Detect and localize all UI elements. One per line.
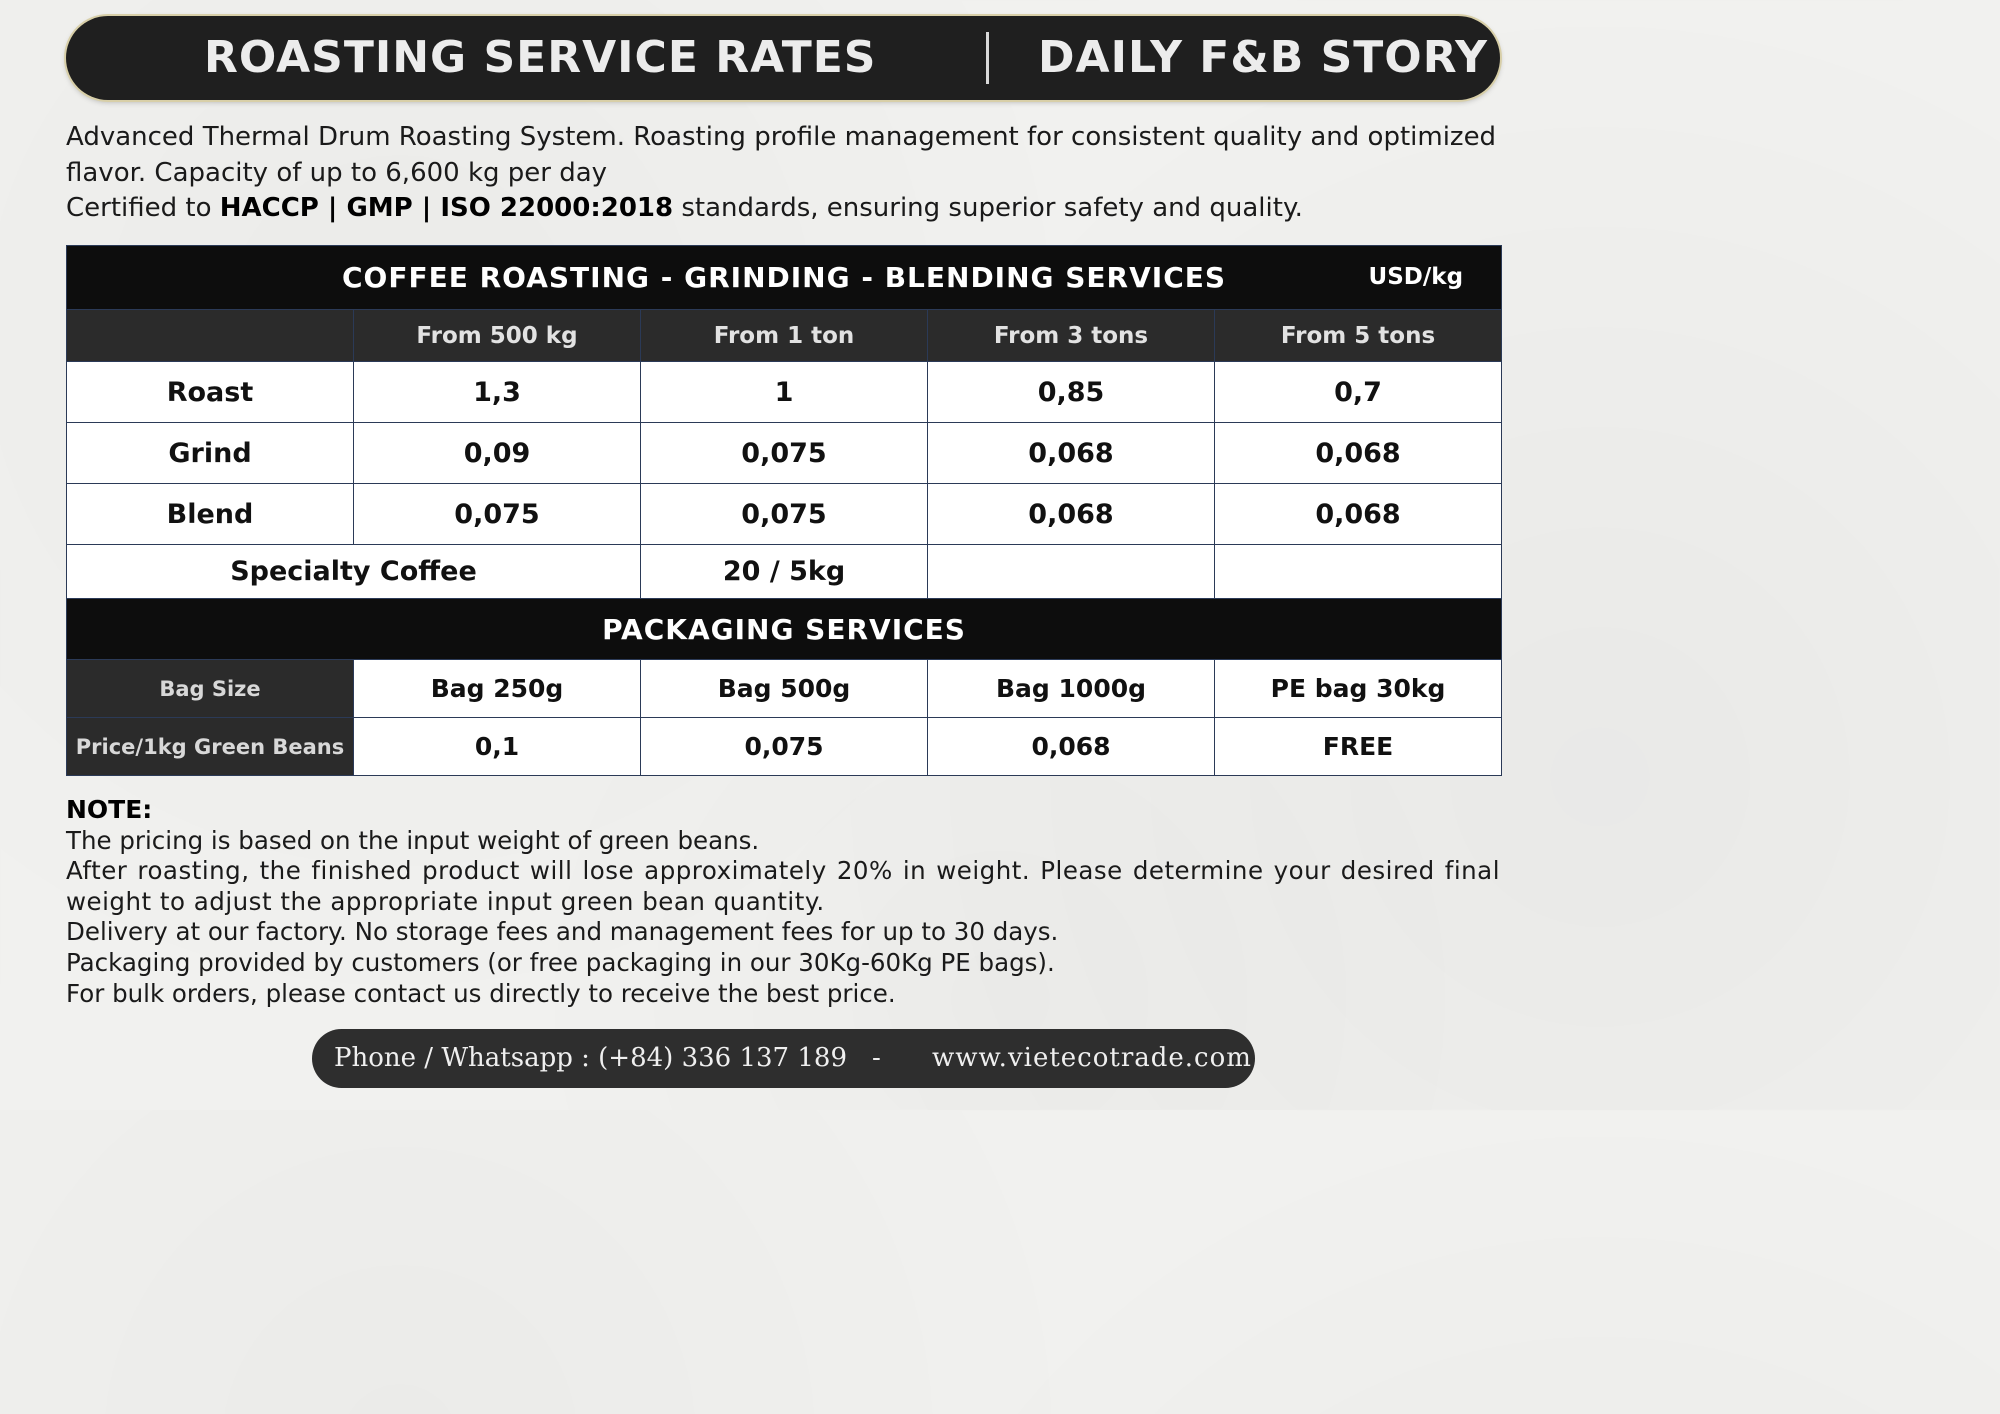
phone-whatsapp[interactable]: Phone / Whatsapp : (+84) 336 137 189 [334, 1043, 847, 1073]
header-banner [66, 16, 1500, 100]
empty-cell [928, 545, 1215, 599]
price-cell: 0,068 [1215, 484, 1502, 545]
note-line: After roasting, the finished product will lose approximately 20% in weight. Please determine your desired final weight to adjust the appropriate input green bean quantity. [66, 856, 1500, 916]
price-cell: 1 [641, 362, 928, 423]
row-label: Grind [67, 423, 354, 484]
price-cell: 0,075 [354, 484, 641, 545]
bag-size-cell: Bag 500g [641, 660, 928, 718]
price-cell: 1,3 [354, 362, 641, 423]
column-header-row [67, 310, 1502, 362]
bag-price-cell: FREE [1215, 718, 1502, 776]
price-cell: 0,068 [928, 423, 1215, 484]
row-label: Blend [67, 484, 354, 545]
cert-suffix: standards, ensuring superior safety and quality. [673, 193, 1303, 223]
intro-certification [66, 191, 1506, 227]
note-heading: NOTE: [66, 795, 153, 824]
note-section [66, 795, 1500, 1009]
column-header-500kg: From 500 kg [354, 310, 641, 362]
table-row-bag-price [67, 718, 1502, 776]
website-link[interactable]: www.vietecotrade.com [932, 1043, 1252, 1073]
rates-table [66, 245, 1502, 776]
cert-standards: HACCP | GMP | ISO 22000:2018 [219, 193, 674, 223]
column-header-1ton: From 1 ton [641, 310, 928, 362]
services-title-cell [67, 246, 1502, 310]
note-line: Packaging provided by customers (or free packaging in our 30Kg-60Kg PE bags). [66, 947, 1055, 977]
intro-description: Advanced Thermal Drum Roasting System. Roasting profile management for consistent quality and optimized flavor. Capacity of up to 6,600 kg per day [66, 122, 1497, 188]
packaging-title-row [67, 599, 1502, 660]
note-line: The pricing is based on the input weight of green beans. [66, 825, 760, 855]
cert-prefix: Certified to [66, 193, 220, 223]
row-label: Roast [67, 362, 354, 423]
specialty-price: 20 / 5kg [641, 545, 928, 599]
price-cell: 0,068 [1215, 423, 1502, 484]
bag-size-cell: Bag 250g [354, 660, 641, 718]
services-title-row [67, 246, 1502, 310]
table-row-grind [67, 423, 1502, 484]
column-header-5tons: From 5 tons [1215, 310, 1502, 362]
header-divider [986, 32, 989, 84]
table-row-blend [67, 484, 1502, 545]
price-cell: 0,7 [1215, 362, 1502, 423]
note-line: Delivery at our factory. No storage fees and management fees for up to 30 days. [66, 917, 1059, 947]
table-row-roast [67, 362, 1502, 423]
column-header-empty [67, 310, 354, 362]
bag-size-label: Bag Size [67, 660, 354, 718]
price-cell: 0,09 [354, 423, 641, 484]
services-title: COFFEE ROASTING - GRINDING - BLENDING SERVICES [342, 261, 1227, 294]
column-header-3tons: From 3 tons [928, 310, 1215, 362]
price-cell: 0,068 [928, 484, 1215, 545]
packaging-title: PACKAGING SERVICES [67, 599, 1502, 660]
bag-size-cell: Bag 1000g [928, 660, 1215, 718]
specialty-label: Specialty Coffee [67, 545, 641, 599]
bag-size-cell: PE bag 30kg [1215, 660, 1502, 718]
footer-separator: - [872, 1043, 881, 1073]
bag-price-cell: 0,1 [354, 718, 641, 776]
price-cell: 0,85 [928, 362, 1215, 423]
note-line: For bulk orders, please contact us directly to receive the best price. [66, 978, 896, 1008]
price-cell: 0,075 [641, 423, 928, 484]
bag-price-cell: 0,075 [641, 718, 928, 776]
empty-cell [1215, 545, 1502, 599]
brand-name: DAILY F&B STORY [1038, 32, 1489, 83]
currency-unit: USD/kg [1368, 264, 1464, 290]
price-cell: 0,075 [641, 484, 928, 545]
table-row-specialty [67, 545, 1502, 599]
intro-text [66, 120, 1506, 227]
page-title: ROASTING SERVICE RATES [204, 32, 877, 83]
contact-footer [312, 1029, 1255, 1088]
bag-price-label: Price/1kg Green Beans [67, 718, 354, 776]
table-row-bag-size [67, 660, 1502, 718]
bag-price-cell: 0,068 [928, 718, 1215, 776]
